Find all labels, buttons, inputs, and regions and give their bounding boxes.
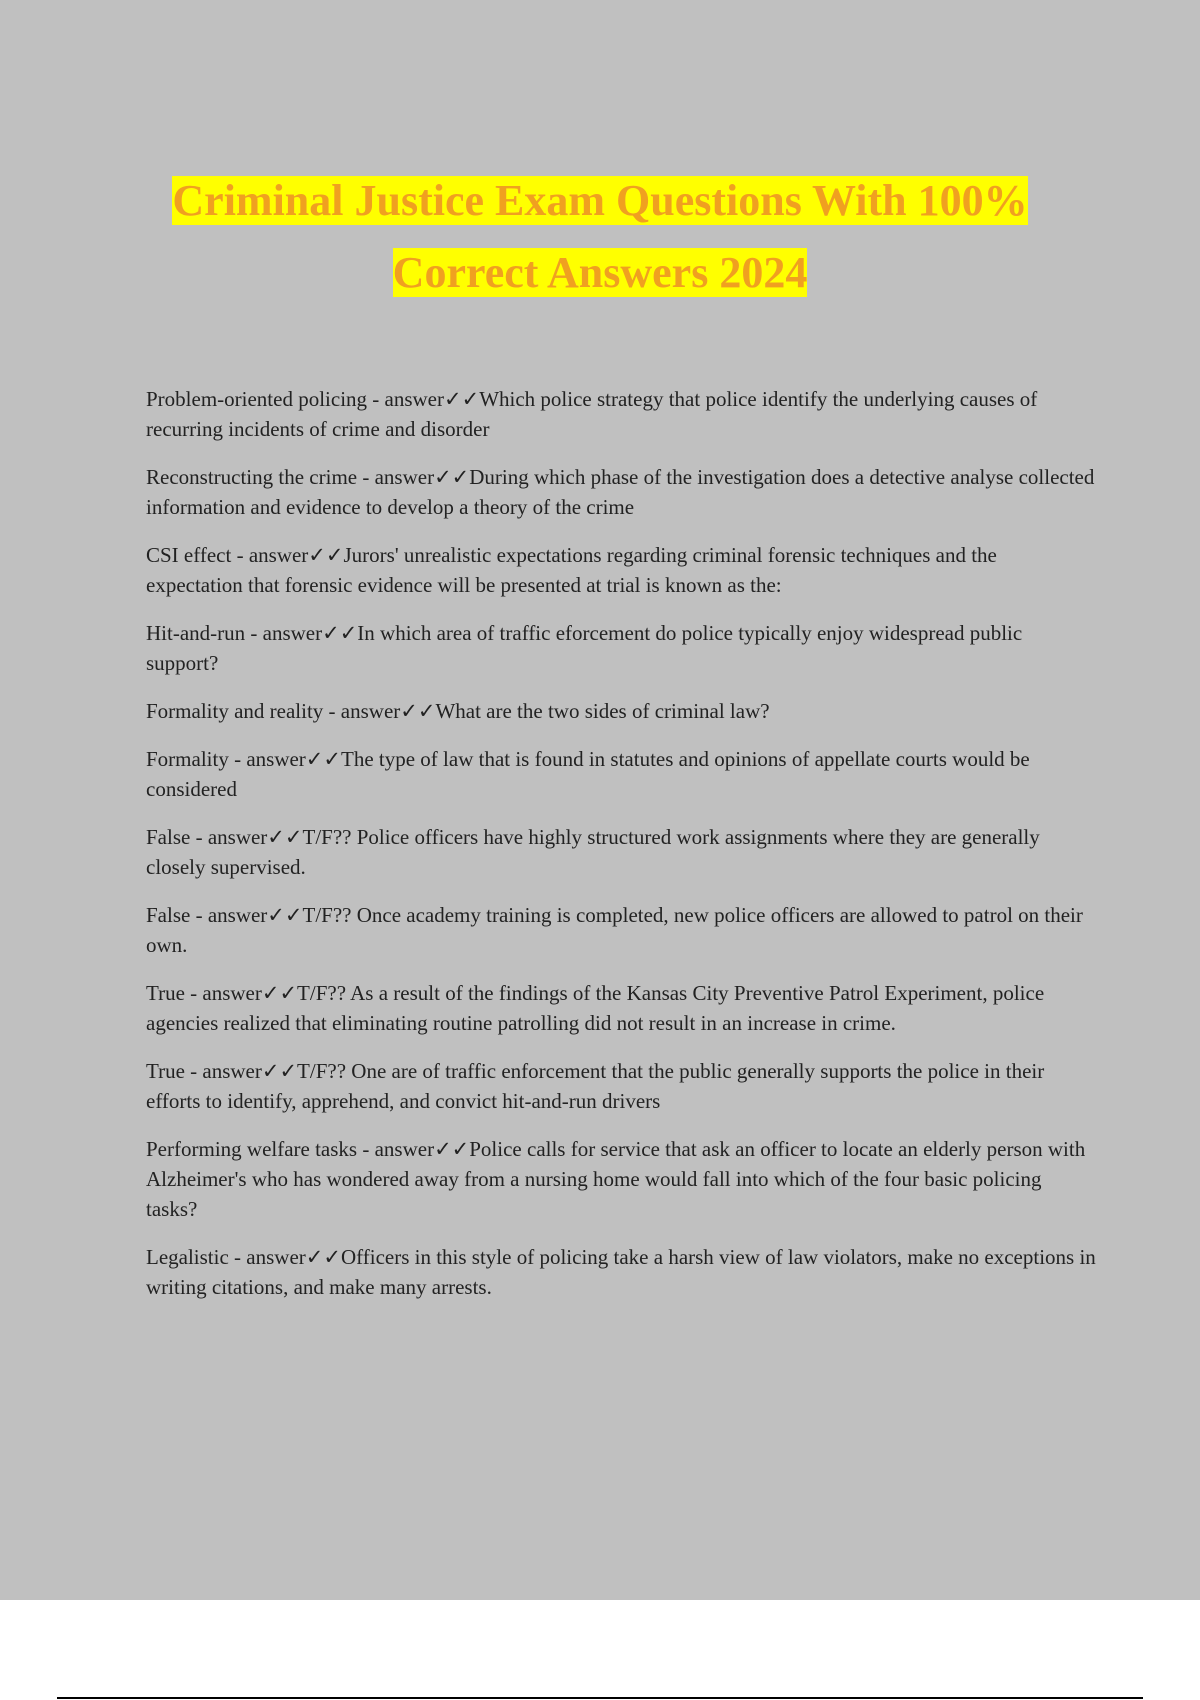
qa-item: Hit-and-run - answer✓✓In which area of traffic eforcement do police typically enjoy widespread public support? xyxy=(146,621,1023,675)
qa-item: Formality - answer✓✓The type of law that is found in statutes and opinions of appellate courts would be considered xyxy=(146,747,1030,801)
qa-item: Problem-oriented policing - answer✓✓Which police strategy that police identify the underlying causes of recurring incidents of crime and disorder xyxy=(146,387,1038,441)
qa-item: Legalistic - answer✓✓Officers in this style of policing take a harsh view of law violators, make no exceptions in writing citations, and make many arrests. xyxy=(146,1245,1096,1299)
qa-item: False - answer✓✓T/F?? Police officers have highly structured work assignments where they are generally closely supervised. xyxy=(146,825,1040,879)
qa-item: True - answer✓✓T/F?? As a result of the findings of the Kansas City Preventive Patrol Experiment, police agencies realized that eliminating routine patrolling did not result in an increase in crime. xyxy=(146,981,1045,1035)
qa-item: Reconstructing the crime - answer✓✓During which phase of the investigation does a detective analyse collected information and evidence to develop a theory of the crime xyxy=(146,465,1095,519)
qa-item: True - answer✓✓T/F?? One are of traffic enforcement that the public generally supports the police in their efforts to identify, apprehend, and convict hit-and-run drivers xyxy=(146,1059,1045,1113)
qa-list xyxy=(146,384,1096,1320)
bottom-divider xyxy=(57,1697,1143,1699)
qa-item: False - answer✓✓T/F?? Once academy training is completed, new police officers are allowed to patrol on their own. xyxy=(146,903,1083,957)
document-title xyxy=(0,170,1200,314)
title-line-2: Correct Answers 2024 xyxy=(392,248,808,297)
qa-item: CSI effect - answer✓✓Jurors' unrealistic expectations regarding criminal forensic techniques and the expectation that forensic evidence will be presented at trial is known as the: xyxy=(146,543,997,597)
qa-item: Formality and reality - answer✓✓What are the two sides of criminal law? xyxy=(146,699,770,723)
title-line-1: Criminal Justice Exam Questions With 100% xyxy=(172,176,1028,225)
qa-item: Performing welfare tasks - answer✓✓Police calls for service that ask an officer to locate an elderly person with Alzheimer's who has wondered away from a nursing home would fall into which of the four basic policing tasks? xyxy=(146,1137,1086,1221)
